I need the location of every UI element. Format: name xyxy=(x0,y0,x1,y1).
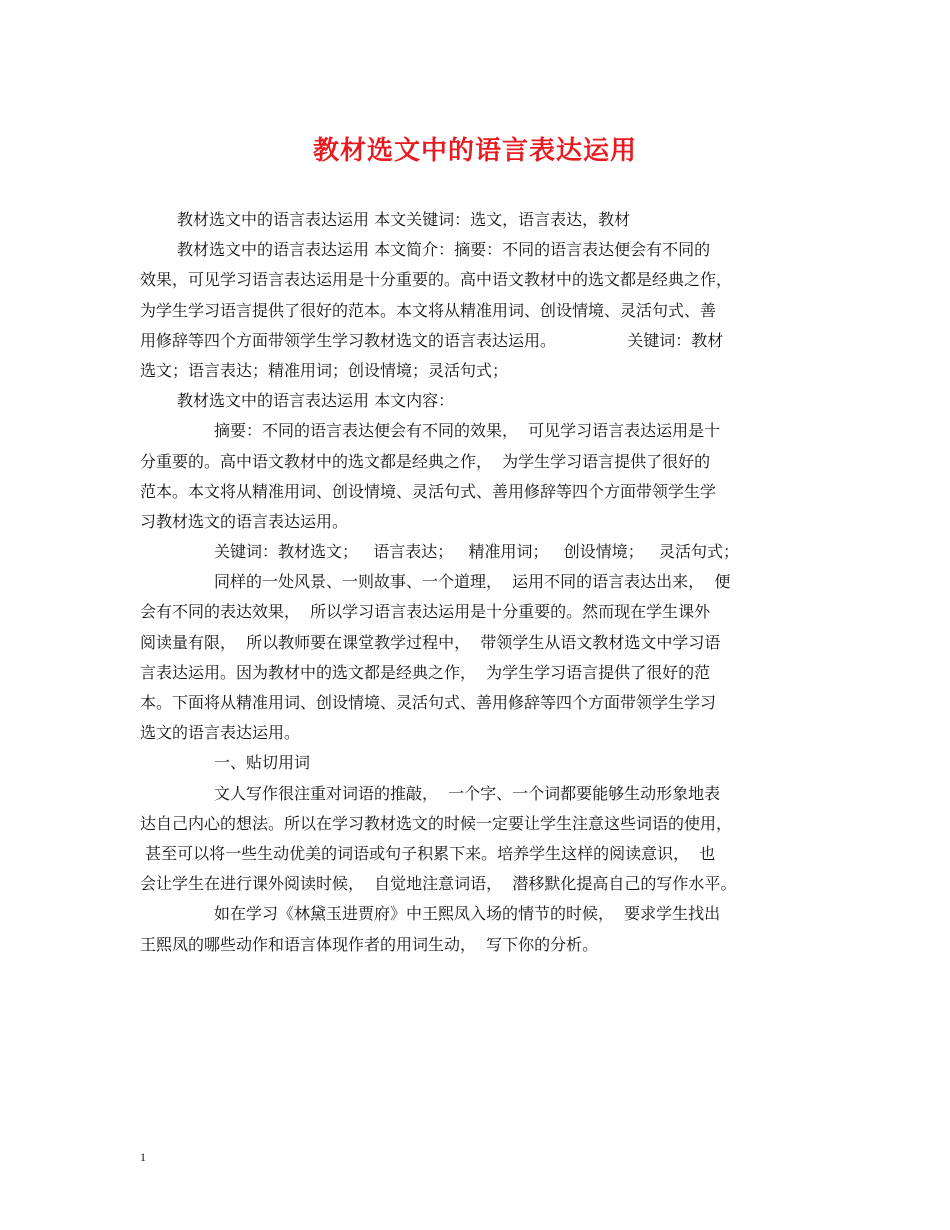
text-line: 为学生学习语言提供了很好的范本。本文将从精准用词、创设情境、灵活句式、善 xyxy=(140,300,717,320)
text-line: 如在学习《林黛玉进贾府》中王熙凤入场的情节的时候， 要求学生找出 xyxy=(214,904,721,924)
text-line: 摘要：不同的语言表达便会有不同的效果， 可见学习语言表达运用是十 xyxy=(214,421,721,441)
text-line: 关键词：教材选文； 语言表达； 精准用词； 创设情境； 灵活句式； xyxy=(214,542,740,562)
text-line: 文人写作很注重对词语的推敲， 一个字、一个词都要能够生动形象地表 xyxy=(214,783,721,803)
text-line: 会有不同的表达效果， 所以学习语言表达运用是十分重要的。然而现在学生课外 xyxy=(140,602,711,622)
text-line: 王熙凤的哪些动作和语言体现作者的用词生动， 写下你的分析。 xyxy=(140,934,599,954)
text-line: 选文的语言表达运用。 xyxy=(140,723,301,743)
text-line: 范本。本文将从精准用词、创设情境、灵活句式、善用修辞等四个方面带领学生学 xyxy=(140,481,717,501)
text-line: 言表达运用。因为教材中的选文都是经典之作， 为学生学习语言提供了很好的范 xyxy=(140,662,711,682)
text-line: 达自己内心的想法。所以在学习教材选文的时候一定要让学生注意这些词语的使用， xyxy=(140,813,733,833)
document-title: 教材选文中的语言表达运用 xyxy=(312,136,637,166)
text-line: 选文；语言表达；精准用词；创设情境；灵活句式； xyxy=(140,360,509,380)
section-heading: 一、贴切用词 xyxy=(214,753,311,773)
document-body xyxy=(140,205,830,960)
text-line: 本。下面将从精准用词、创设情境、灵活句式、善用修辞等四个方面带领学生学习 xyxy=(140,693,717,712)
page-number: 1 xyxy=(140,1150,146,1164)
text-line: 教材选文中的语言表达运用 本文关键词：选文，语言表达，教材 xyxy=(177,210,631,229)
text-line: 阅读量有限， 所以教师要在课堂教学过程中， 带领学生从语文教材选文中学习语 xyxy=(140,632,721,652)
text-line: 分重要的。高中语文教材中的选文都是经典之作， 为学生学习语言提供了很好的 xyxy=(140,451,711,471)
text-line: 效果，可见学习语言表达运用是十分重要的。高中语文教材中的选文都是经典之作， xyxy=(140,270,733,290)
text-line: 习教材选文的语言表达运用。 xyxy=(140,511,349,531)
text-line: 同样的一处风景、一则故事、一个道理， 运用不同的语言表达出来， 便 xyxy=(214,572,731,592)
text-line: 教材选文中的语言表达运用 本文简介：摘要：不同的语言表达便会有不同的 xyxy=(177,240,711,260)
text-line: 会让学生在进行课外阅读时候， 自觉地注意词语， 潜移默化提高自己的写作水平。 xyxy=(140,874,737,894)
text-line: 用修辞等四个方面带领学生学习教材选文的语言表达运用。 关键词：教材 xyxy=(140,330,724,350)
text-line: 甚至可以将一些生动优美的词语或句子积累下来。培养学生这样的阅读意识， 也 xyxy=(140,843,716,863)
text-line: 教材选文中的语言表达运用 本文内容： xyxy=(177,391,455,411)
